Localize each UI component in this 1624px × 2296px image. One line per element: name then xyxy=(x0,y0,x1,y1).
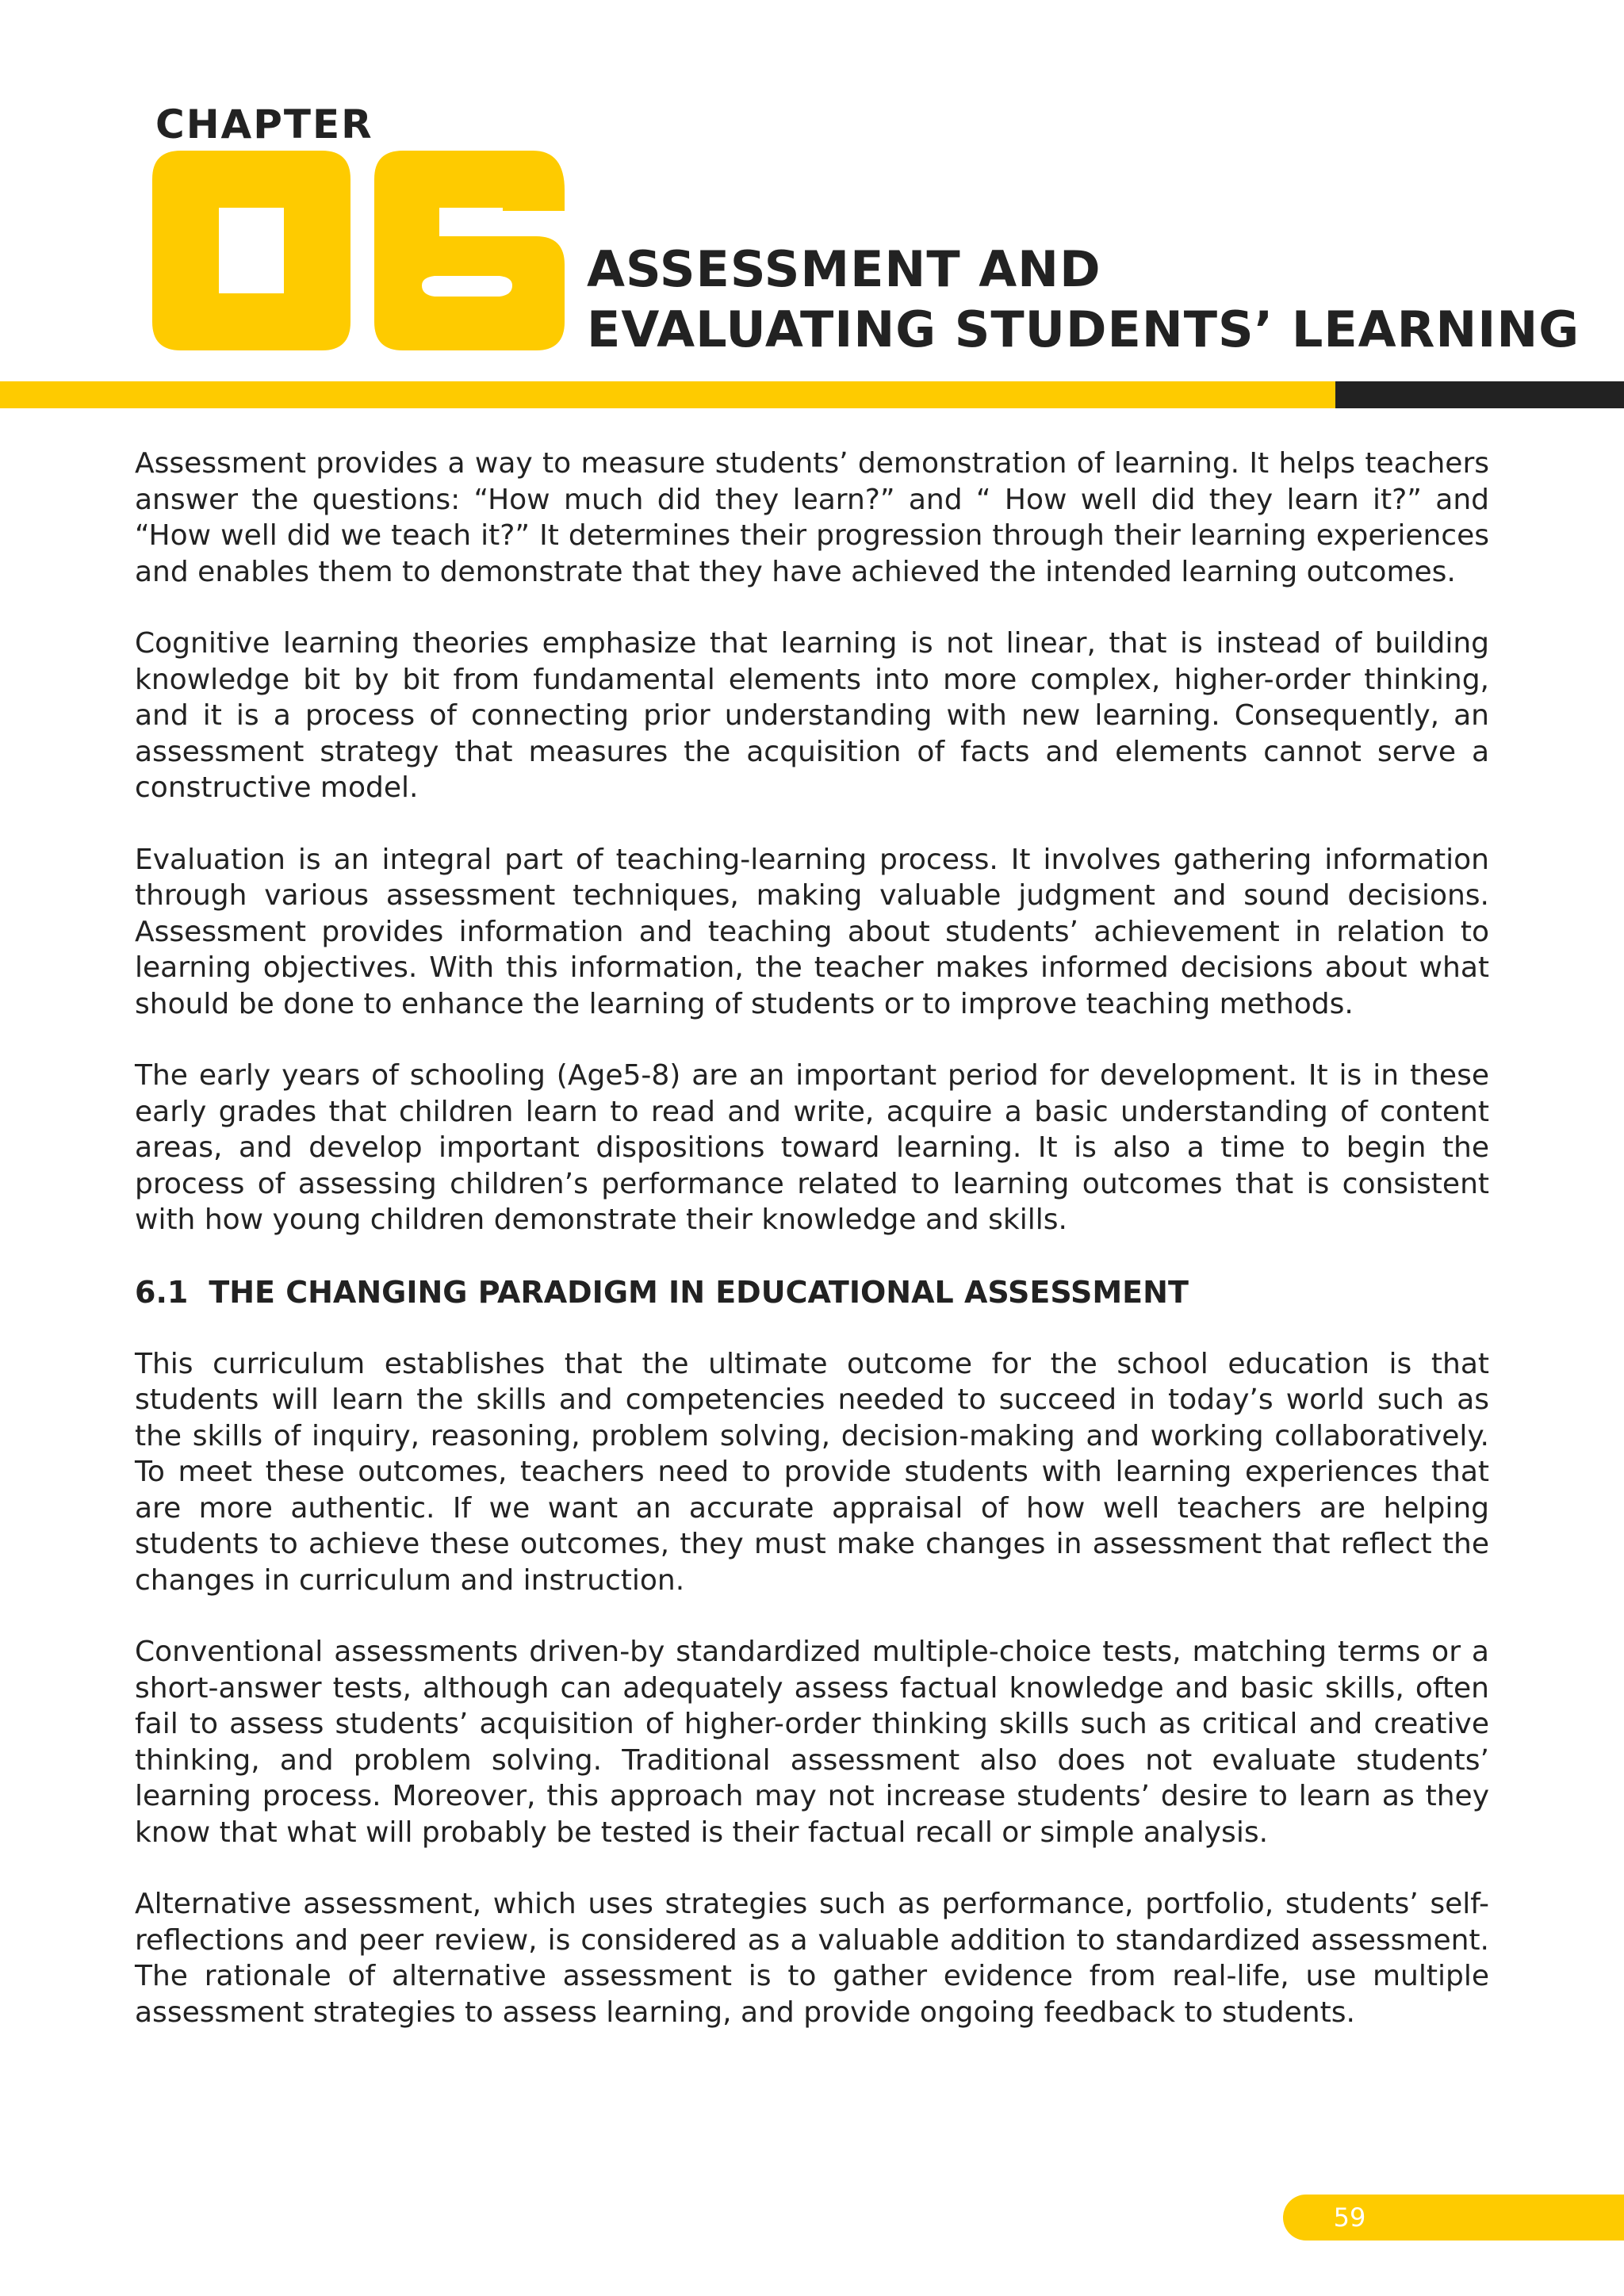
paragraph: Evaluation is an integral part of teaching-learning process. It involves gathering information through various assessment techniques, making valuable judgment and sound decisions. Assessment provides information and teaching about students’ achievement in relation to learning objectives. With this information, the teacher makes informed decisions about what should be done to enhance the learning of students or to improve teaching methods. xyxy=(135,843,1489,1020)
section-title: THE CHANGING PARADIGM IN EDUCATIONAL ASSESSMENT xyxy=(209,1274,1189,1310)
chapter-number-graphic xyxy=(152,151,580,350)
digit-zero-shape xyxy=(152,151,350,350)
header-accent-bar xyxy=(0,381,1335,408)
section-heading xyxy=(135,1274,1489,1311)
chapter-title-line1: ASSESSMENT AND xyxy=(587,240,1101,298)
paragraph: The early years of schooling (Age5-8) are an important period for development. It is in these early grades that children learn to read and write, acquire a basic understanding of content areas, and develop important dispositions toward learning. It is also a time to begin the process of assessing children’s performance related to learning outcomes that is consistent with how young children demonstrate their knowledge and skills. xyxy=(135,1059,1489,1236)
paragraph: Conventional assessments driven-by standardized multiple-choice tests, matching terms or a short-answer tests, although can adequately assess factual knowledge and basic skills, often fail to assess students’ acquisition of higher-order thinking skills such as critical and creative thinking, and problem solving. Traditional assessment also does not evaluate students’ learning process. Moreover, this approach may not increase students’ desire to learn as they know that what will probably be tested is their factual recall or simple analysis. xyxy=(135,1636,1489,1849)
digit-six-shape xyxy=(374,151,565,350)
chapter-label: CHAPTER xyxy=(155,101,373,147)
chapter-title xyxy=(587,239,1580,360)
header-dark-bar xyxy=(1335,381,1624,408)
chapter-title-line2: EVALUATING STUDENTS’ LEARNING xyxy=(587,300,1580,358)
paragraph: Alternative assessment, which uses strategies such as performance, portfolio, students’ self-reflections and peer review, is considered as a valuable addition to standardized assessment. The rationale of alternative assessment is to gather evidence from real-life, use multiple assessment strategies to assess learning, and provide ongoing feedback to students. xyxy=(135,1888,1489,2029)
page-number: 59 xyxy=(1333,2202,1366,2233)
paragraph: This curriculum establishes that the ultimate outcome for the school education is that students will learn the skills and competencies needed to succeed in today’s world such as the skills of inquiry, reasoning, problem solving, decision-making and working collaboratively. To meet these outcomes, teachers need to provide students with learning experiences that are more authentic. If we want an accurate appraisal of how well teachers are helping students to achieve these outcomes, they must make changes in assessment that reflect the changes in curriculum and instruction. xyxy=(135,1347,1489,1597)
paragraph: Cognitive learning theories emphasize that learning is not linear, that is instead of building knowledge bit by bit from fundamental elements into more complex, higher-order thinking, and it is a process of connecting prior understanding with new learning. Consequently, an assessment strategy that measures the acquisition of facts and elements cannot serve a constructive model. xyxy=(135,627,1489,804)
body-content xyxy=(135,446,1489,2066)
section-number: 6.1 xyxy=(135,1274,189,1310)
paragraph: Assessment provides a way to measure students’ demonstration of learning. It helps teachers answer the questions: “How much did they learn?” and “ How well did they learn it?” and “How well did we teach it?” It determines their progression through their learning experiences and enables them to demonstrate that they have achieved the intended learning outcomes. xyxy=(135,447,1489,588)
